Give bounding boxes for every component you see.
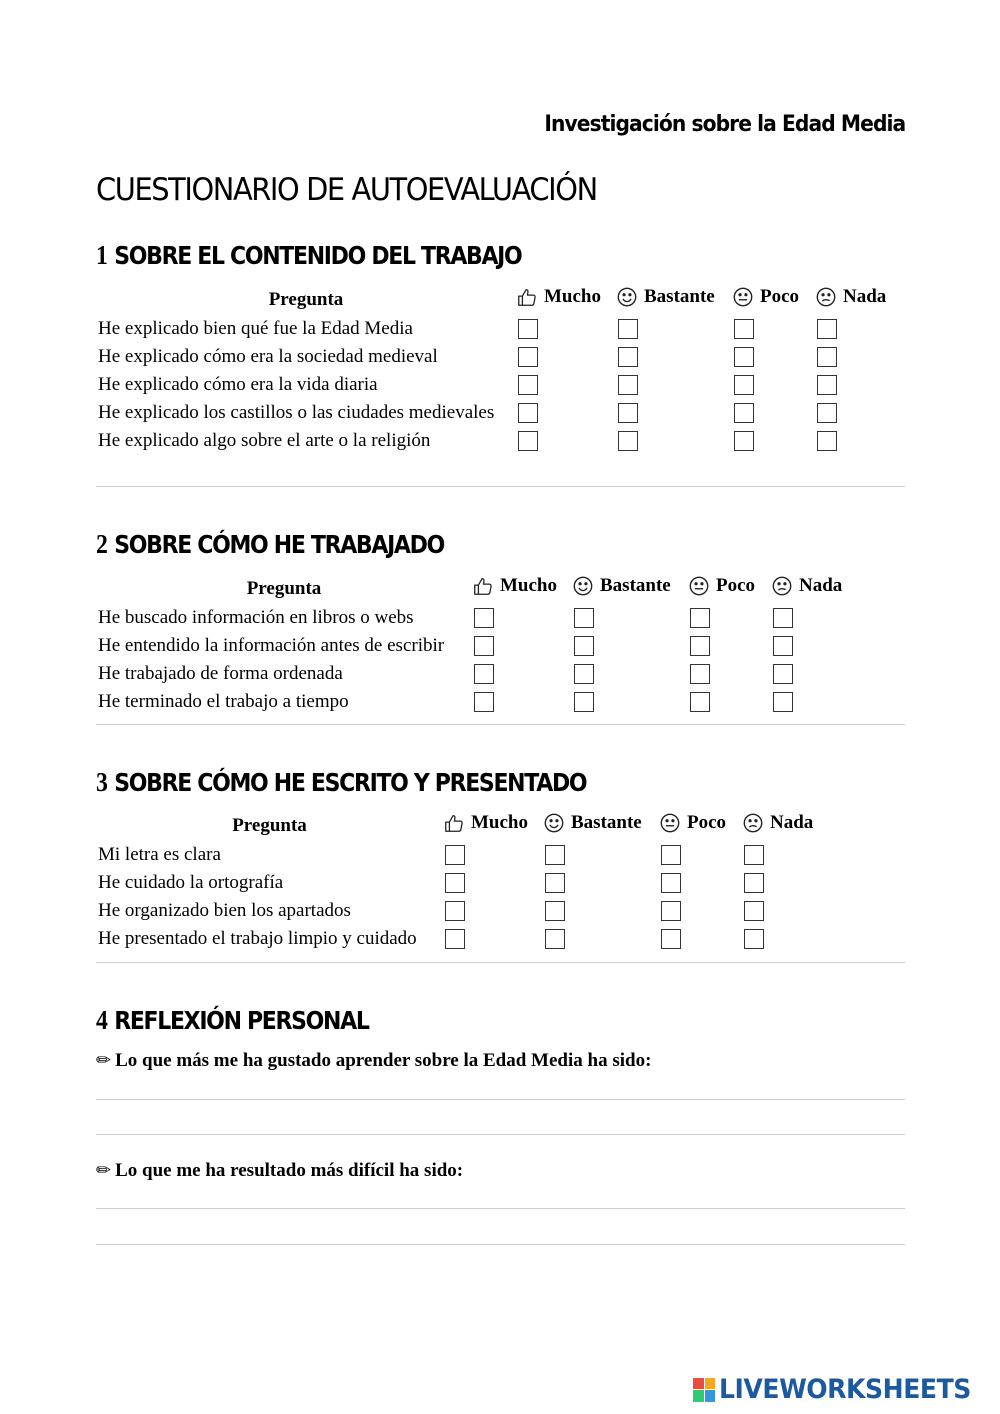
checkbox-nada[interactable]: [773, 692, 793, 712]
pencil-icon: ✏: [96, 1160, 112, 1181]
checkbox-mucho[interactable]: [518, 375, 538, 395]
column-header-bastante: [543, 812, 659, 840]
answer-cell: [543, 840, 659, 868]
question-text: He terminado el trabajo a tiempo: [98, 690, 349, 712]
question-text: He trabajado de forma ordenada: [98, 662, 343, 684]
table-row: [96, 924, 820, 952]
checkbox-poco[interactable]: [690, 664, 710, 684]
thumbs-up-icon: [472, 575, 494, 597]
checkbox-bastante[interactable]: [618, 347, 638, 367]
column-header-poco: [688, 575, 771, 603]
answer-cell: [771, 659, 849, 687]
answer-cell: [742, 896, 820, 924]
answer-cell: [815, 426, 893, 454]
checkbox-poco[interactable]: [734, 319, 754, 339]
section-title-4: [96, 1005, 369, 1036]
quiz-table-3: [96, 812, 820, 952]
checkbox-bastante[interactable]: [574, 692, 594, 712]
sad-face-icon: [815, 286, 837, 308]
checkbox-mucho[interactable]: [445, 845, 465, 865]
section-number: 2: [96, 529, 108, 559]
answer-cell: [616, 398, 732, 426]
checkbox-nada[interactable]: [817, 403, 837, 423]
checkbox-nada[interactable]: [744, 873, 764, 893]
header-title: Investigación sobre la Edad Media: [544, 112, 905, 137]
column-header-mucho: [472, 575, 572, 603]
answer-cell: [472, 603, 572, 631]
neutral-face-icon: [732, 286, 754, 308]
table-row: [96, 398, 893, 426]
checkbox-nada[interactable]: [744, 929, 764, 949]
answer-cell: [815, 342, 893, 370]
checkbox-poco[interactable]: [661, 873, 681, 893]
column-header-label: Mucho: [544, 286, 601, 307]
answer-cell: [732, 426, 815, 454]
question-text: He buscado información en libros o webs: [98, 606, 414, 628]
checkbox-poco[interactable]: [690, 608, 710, 628]
smile-icon: [616, 286, 638, 308]
checkbox-bastante[interactable]: [545, 901, 565, 921]
main-title: CUESTIONARIO DE AUTOEVALUACIÓN: [96, 172, 597, 208]
checkbox-bastante[interactable]: [574, 636, 594, 656]
table-row: [96, 896, 820, 924]
question-text: He entendido la información antes de escribir: [98, 634, 445, 656]
column-header-nada: [742, 812, 820, 840]
thumbs-up-icon: [516, 286, 538, 308]
checkbox-bastante[interactable]: [545, 929, 565, 949]
column-header-label: Nada: [843, 286, 887, 307]
answer-cell: [771, 631, 849, 659]
answer-cell: [616, 370, 732, 398]
table-row: [96, 840, 820, 868]
checkbox-mucho[interactable]: [518, 403, 538, 423]
question-text: He cuidado la ortografía: [98, 871, 284, 893]
smile-icon: [543, 812, 565, 834]
checkbox-mucho[interactable]: [518, 319, 538, 339]
quiz-table-1: [96, 286, 893, 454]
question-text: He explicado algo sobre el arte o la religión: [98, 429, 431, 451]
checkbox-nada[interactable]: [817, 375, 837, 395]
column-header-poco: [732, 286, 815, 314]
column-header-label: Poco: [687, 812, 727, 833]
sad-face-icon: [742, 812, 764, 834]
answer-cell: [742, 868, 820, 896]
answer-cell: [543, 896, 659, 924]
answer-cell: [659, 896, 742, 924]
answer-cell: [572, 631, 688, 659]
checkbox-poco[interactable]: [690, 692, 710, 712]
column-header-question: Pregunta: [268, 289, 344, 310]
checkbox-poco[interactable]: [734, 403, 754, 423]
answer-cell: [742, 840, 820, 868]
answer-cell: [616, 314, 732, 342]
neutral-face-icon: [688, 575, 710, 597]
column-header-nada: [771, 575, 849, 603]
answer-line[interactable]: [96, 1099, 905, 1100]
answer-cell: [443, 896, 543, 924]
section-title-text: SOBRE EL CONTENIDO DEL TRABAJO: [114, 241, 522, 270]
answer-cell: [543, 868, 659, 896]
answer-cell: [443, 840, 543, 868]
checkbox-poco[interactable]: [734, 375, 754, 395]
checkbox-bastante[interactable]: [545, 873, 565, 893]
answer-cell: [472, 659, 572, 687]
checkbox-nada[interactable]: [773, 608, 793, 628]
thumbs-up-icon: [443, 812, 465, 834]
checkbox-poco[interactable]: [734, 347, 754, 367]
quiz-table-2: [96, 575, 849, 715]
answer-cell: [815, 314, 893, 342]
checkbox-nada[interactable]: [817, 347, 837, 367]
answer-cell: [815, 370, 893, 398]
checkbox-mucho[interactable]: [518, 431, 538, 451]
checkbox-bastante[interactable]: [545, 845, 565, 865]
question-text: Mi letra es clara: [98, 843, 221, 865]
section-title-text: SOBRE CÓMO HE TRABAJADO: [114, 530, 444, 559]
answer-cell: [472, 631, 572, 659]
checkbox-mucho[interactable]: [474, 664, 494, 684]
column-header-label: Bastante: [600, 575, 671, 596]
checkbox-poco[interactable]: [661, 929, 681, 949]
question-text: He explicado los castillos o las ciudades medievales: [98, 401, 495, 423]
answer-cell: [688, 631, 771, 659]
checkbox-nada[interactable]: [817, 431, 837, 451]
section-number: 3: [96, 767, 108, 797]
checkbox-poco[interactable]: [661, 845, 681, 865]
smile-icon: [572, 575, 594, 597]
brand-name: LIVEWORKSHEETS: [719, 1374, 971, 1405]
checkbox-bastante[interactable]: [618, 403, 638, 423]
column-header-bastante: [616, 286, 732, 314]
answer-cell: [443, 924, 543, 952]
section-number: 1: [96, 240, 108, 270]
checkbox-nada[interactable]: [773, 636, 793, 656]
table-row: [96, 659, 849, 687]
checkbox-nada[interactable]: [773, 664, 793, 684]
reflection-prompt-1: ✏ Lo que más me ha gustado aprender sobre la Edad Media ha sido:: [96, 1050, 652, 1071]
checkbox-bastante[interactable]: [618, 375, 638, 395]
column-header-poco: [659, 812, 742, 840]
table-row: [96, 868, 820, 896]
answer-line[interactable]: [96, 1208, 905, 1209]
answer-cell: [732, 398, 815, 426]
answer-cell: [516, 314, 616, 342]
checkbox-mucho[interactable]: [445, 873, 465, 893]
table-row: [96, 314, 893, 342]
pencil-icon: ✏: [96, 1050, 112, 1071]
answer-cell: [732, 314, 815, 342]
section-divider: [96, 962, 905, 963]
column-header-label: Mucho: [500, 575, 557, 596]
table-row: [96, 631, 849, 659]
column-header-mucho: [443, 812, 543, 840]
answer-cell: [443, 868, 543, 896]
section-divider: [96, 486, 905, 487]
checkbox-bastante[interactable]: [618, 319, 638, 339]
table-header-row: [96, 812, 820, 840]
checkbox-mucho[interactable]: [445, 929, 465, 949]
answer-cell: [688, 659, 771, 687]
checkbox-mucho[interactable]: [518, 347, 538, 367]
answer-cell: [815, 398, 893, 426]
answer-cell: [771, 603, 849, 631]
checkbox-bastante[interactable]: [574, 608, 594, 628]
column-header-nada: [815, 286, 893, 314]
answer-cell: [472, 687, 572, 715]
section-title-2: [96, 529, 444, 560]
answer-line[interactable]: [96, 1134, 905, 1135]
answer-cell: [688, 687, 771, 715]
column-header-label: Bastante: [571, 812, 642, 833]
table-row: [96, 426, 893, 454]
answer-cell: [516, 426, 616, 454]
section-number: 4: [96, 1005, 108, 1035]
section-divider: [96, 724, 905, 725]
checkbox-mucho[interactable]: [445, 901, 465, 921]
answer-cell: [616, 342, 732, 370]
checkbox-nada[interactable]: [744, 901, 764, 921]
answer-cell: [732, 342, 815, 370]
answer-cell: [516, 370, 616, 398]
question-text: He explicado cómo era la vida diaria: [98, 373, 378, 395]
column-header-question: Pregunta: [232, 815, 307, 836]
answer-cell: [688, 603, 771, 631]
question-text: He presentado el trabajo limpio y cuidado: [98, 927, 417, 949]
column-header-label: Mucho: [471, 812, 528, 833]
answer-cell: [659, 924, 742, 952]
answer-cell: [516, 342, 616, 370]
column-header-label: Nada: [799, 575, 843, 596]
answer-cell: [543, 924, 659, 952]
checkbox-mucho[interactable]: [474, 608, 494, 628]
column-header-label: Nada: [770, 812, 814, 833]
answer-cell: [616, 426, 732, 454]
table-header-row: [96, 286, 893, 314]
checkbox-poco[interactable]: [734, 431, 754, 451]
checkbox-mucho[interactable]: [474, 636, 494, 656]
question-text: He organizado bien los apartados: [98, 899, 351, 921]
checkbox-mucho[interactable]: [474, 692, 494, 712]
answer-cell: [516, 398, 616, 426]
question-text: He explicado cómo era la sociedad medieval: [98, 345, 438, 367]
checkbox-poco[interactable]: [661, 901, 681, 921]
reflection-prompt-2: ✏ Lo que me ha resultado más difícil ha sido:: [96, 1160, 464, 1181]
column-header-label: Poco: [760, 286, 800, 307]
column-header-label: Bastante: [644, 286, 715, 307]
answer-cell: [659, 840, 742, 868]
table-row: [96, 603, 849, 631]
question-text: He explicado bien qué fue la Edad Media: [98, 317, 413, 339]
section-title-3: [96, 767, 586, 798]
column-header-bastante: [572, 575, 688, 603]
answer-cell: [742, 924, 820, 952]
checkbox-bastante[interactable]: [618, 431, 638, 451]
sad-face-icon: [771, 575, 793, 597]
column-header-mucho: [516, 286, 616, 314]
answer-cell: [659, 868, 742, 896]
answer-cell: [771, 687, 849, 715]
table-header-row: [96, 575, 849, 603]
section-title-1: [96, 240, 521, 271]
answer-cell: [572, 659, 688, 687]
brand-logo: [693, 1374, 990, 1405]
checkbox-nada[interactable]: [744, 845, 764, 865]
answer-cell: [732, 370, 815, 398]
checkbox-bastante[interactable]: [574, 664, 594, 684]
checkbox-poco[interactable]: [690, 636, 710, 656]
section-title-text: SOBRE CÓMO HE ESCRITO Y PRESENTADO: [114, 768, 587, 797]
neutral-face-icon: [659, 812, 681, 834]
section-title-text: REFLEXIÓN PERSONAL: [114, 1006, 369, 1035]
table-row: [96, 370, 893, 398]
answer-cell: [572, 687, 688, 715]
column-header-question: Pregunta: [246, 578, 322, 599]
checkbox-nada[interactable]: [817, 319, 837, 339]
liveworksheets-logo-icon: [693, 1378, 715, 1402]
column-header-label: Poco: [716, 575, 756, 596]
answer-cell: [572, 603, 688, 631]
table-row: [96, 687, 849, 715]
table-row: [96, 342, 893, 370]
answer-line[interactable]: [96, 1244, 905, 1245]
